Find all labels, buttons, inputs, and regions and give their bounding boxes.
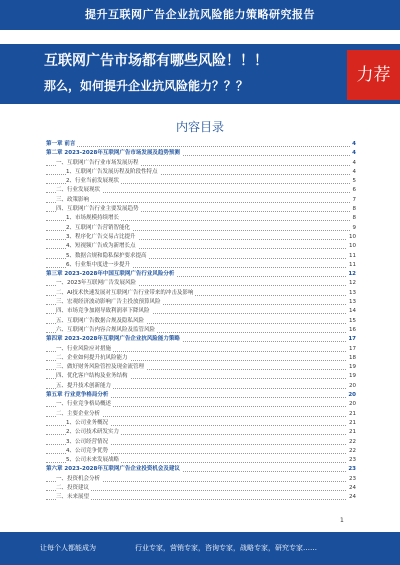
toc-entry-page: 13 [347, 298, 356, 307]
toc-entry[interactable] [46, 372, 356, 381]
toc-entry-page: 19 [347, 372, 356, 381]
toc-entry-text: 2、公司技术研发实力 [66, 429, 119, 436]
toc-entry-text: 四、市场竞争加剧导致利润率下降风险 [56, 308, 150, 315]
toc-entry-page: 21 [347, 419, 356, 428]
promo-banner [0, 44, 400, 104]
toc-entry-page: 8 [351, 205, 357, 214]
toc-entry[interactable] [46, 279, 356, 288]
toc-entry[interactable] [46, 410, 356, 419]
toc-entry[interactable] [46, 214, 356, 223]
toc-entry[interactable] [46, 177, 356, 186]
toc-entry-page: 6 [351, 186, 357, 195]
toc-entry-page: 21 [347, 428, 356, 437]
toc-entry[interactable] [46, 456, 356, 465]
toc-entry-text: 第六章 2023-2028年互联网广告企业投资机会及建议 [46, 466, 180, 473]
toc-entry-text: 五、提升技术创新能力 [56, 382, 112, 389]
recommend-badge: 力荐 [347, 50, 400, 100]
toc-entry[interactable] [46, 419, 356, 428]
footer-tagline: 让每个人都能成为 [40, 544, 96, 552]
toc-entry[interactable] [46, 317, 356, 326]
toc-entry-page: 4 [350, 140, 356, 149]
toc-entry-text: 一、互联网广告行业市场发展历程 [56, 159, 139, 166]
toc-entry[interactable] [46, 196, 356, 205]
toc-entry-text: 四、优化客户结构及业务结构 [56, 373, 128, 380]
toc-entry-page: 20 [347, 382, 356, 391]
top-title-bar [0, 0, 400, 30]
toc-entry[interactable] [46, 345, 356, 354]
toc-entry-text: 第二章 2023-2028年互联网广告市场发展及趋势预测 [46, 150, 180, 157]
toc-entry-page: 23 [347, 456, 356, 465]
toc-heading: 内容目录 [175, 120, 224, 134]
toc-entry-page: 10 [347, 233, 356, 242]
toc-entry-text: 2、行业当前发展现状 [66, 178, 119, 185]
toc-entry-text: 六、互联网广告内容合规风险及监管风险 [56, 326, 156, 333]
toc-entry-text: 四、互联网广告行业主要发展趋势 [56, 206, 139, 213]
toc-entry-page: 22 [347, 447, 356, 456]
toc-entry-text: 1、市场规模持续增长 [66, 215, 119, 222]
leader-dots [46, 146, 356, 147]
toc-entry-text: 3、公司经营情况 [66, 438, 108, 445]
toc-entry[interactable] [46, 428, 356, 437]
toc-entry[interactable] [46, 242, 356, 251]
toc-entry[interactable] [46, 382, 356, 391]
toc-entry[interactable] [46, 484, 356, 493]
toc-entry-text: 一、2023年互联网广告发展风险 [56, 280, 136, 287]
toc-entry[interactable] [46, 465, 356, 474]
toc-entry-page: 7 [351, 196, 357, 205]
toc-entry-text: 4、短视频广告成为新增长点 [66, 243, 136, 250]
toc-entry-text: 第四章 2023-2028年互联网广告企业抗风险能力策略 [46, 336, 180, 343]
toc-entry-page: 24 [347, 484, 356, 493]
toc-entry-page: 21 [347, 410, 356, 419]
toc-entry-text: 1、互联网广告发展历程及阶段性特点 [66, 168, 158, 175]
footer-experts: 行业专家，营销专家，咨询专家，战略专家，研究专家…… [135, 544, 317, 552]
toc-entry[interactable] [46, 354, 356, 363]
toc-entry-text: 二、主要企业分析 [56, 410, 101, 417]
toc-entry-text: 二、AI技术快速发展对互联网广告行业带来的冲击及影响 [56, 289, 194, 296]
toc-entry[interactable] [46, 391, 356, 400]
toc-entry-text: 一、行业风险应对措施 [56, 345, 112, 352]
toc-entry[interactable] [46, 363, 356, 372]
toc-entry[interactable] [46, 205, 356, 214]
toc-entry[interactable] [46, 307, 356, 316]
toc-entry-page: 12 [346, 270, 356, 279]
banner-line-2: 那么，如何提升企业抗风险能力？？？ [44, 79, 249, 93]
toc-entry-page: 23 [346, 465, 356, 474]
leader-dots [46, 499, 356, 500]
toc-entry[interactable] [46, 252, 356, 261]
leader-dots [46, 490, 356, 491]
toc-entry-page: 18 [347, 354, 356, 363]
toc-entry-text: 第五章 行业竞争格局分析 [46, 392, 109, 399]
toc-entry-text: 一、行业竞争格局概述 [56, 401, 112, 408]
toc-entry[interactable] [46, 438, 356, 447]
toc-entry-text: 第三章 2023-2028年中国互联网广告行业风险分析 [46, 271, 175, 278]
toc-entry-text: 第一章 前言 [46, 141, 76, 147]
toc-entry-text: 2、互联网广告营销智能化 [66, 224, 131, 231]
toc-entry[interactable] [46, 186, 356, 195]
toc-entry-page: 23 [347, 475, 356, 484]
toc-entry[interactable] [46, 149, 356, 158]
toc-entry-text: 3、程序化广告交易占比提升 [66, 233, 136, 240]
toc-entry-text: 三、宏观经济波动影响广告主投放预算风险 [56, 299, 161, 306]
toc-entry-page: 9 [351, 224, 357, 233]
toc-entry[interactable] [46, 335, 356, 344]
toc-entry-text: 一、投资机会分析 [56, 475, 101, 482]
toc-entry-text: 5、数据合规和隐私保护要求提高 [66, 252, 147, 259]
toc-entry-text: 三、未来展望 [56, 494, 90, 501]
report-title: 提升互联网广告企业抗风险能力策略研究报告 [85, 8, 315, 21]
toc-entry[interactable] [46, 289, 356, 298]
page-number: 1 [340, 517, 344, 524]
toc-entry-page: 20 [346, 391, 356, 400]
leader-dots [46, 202, 356, 203]
toc-entry[interactable] [46, 233, 356, 242]
toc-entry-page: 19 [347, 363, 356, 372]
toc-entry-text: 5、公司未来发展战略 [66, 457, 119, 464]
toc-entry-text: 4、公司竞争优势 [66, 447, 108, 454]
toc-entry[interactable] [46, 475, 356, 484]
toc-entry[interactable] [46, 224, 356, 233]
toc-entry-page: 11 [347, 261, 356, 270]
toc-entry[interactable] [46, 493, 356, 502]
toc-entry[interactable] [46, 159, 356, 168]
toc-entry-text: 三、政策影响 [56, 196, 90, 203]
toc-entry-text: 五、互联网广告数据合规及隐私风险 [56, 317, 145, 324]
toc-entry-text: 1、公司业务概况 [66, 419, 108, 426]
toc-entry[interactable] [46, 261, 356, 270]
toc-entry-text: 二、行业发展现状 [56, 187, 101, 194]
toc-entry-page: 17 [347, 345, 356, 354]
toc-entry[interactable] [46, 140, 356, 149]
toc-entry[interactable] [46, 298, 356, 307]
toc-entry-page: 8 [351, 214, 357, 223]
toc-entry-page: 10 [347, 242, 356, 251]
toc-entry-page: 5 [351, 177, 357, 186]
toc-entry-text: 二、企业如何提升抗风险能力 [56, 354, 128, 361]
table-of-contents [46, 140, 356, 503]
toc-entry-page: 16 [347, 326, 356, 335]
toc-entry-text: 三、做好财务风险管控及现金流管理 [56, 364, 145, 371]
toc-entry-page: 11 [347, 252, 356, 261]
toc-entry-page: 17 [346, 335, 356, 344]
toc-entry-page: 20 [347, 400, 356, 409]
toc-entry-page: 22 [347, 438, 356, 447]
banner-line-1: 互联网广告市场都有哪些风险！！！ [44, 53, 268, 69]
toc-entry-text: 二、投资建议 [56, 484, 90, 491]
toc-entry-page: 4 [351, 168, 357, 177]
footer-bar [0, 532, 400, 565]
toc-entry-page: 15 [347, 317, 356, 326]
toc-entry-page: 12 [347, 279, 356, 288]
toc-entry[interactable] [46, 168, 356, 177]
toc-entry[interactable] [46, 400, 356, 409]
toc-entry[interactable] [46, 270, 356, 279]
toc-entry-page: 24 [347, 493, 356, 502]
toc-entry-page: 14 [347, 307, 356, 316]
toc-entry-text: 6、行业集中度进一步提升 [66, 261, 131, 268]
toc-entry-page: 4 [350, 149, 356, 158]
toc-entry-page: 4 [351, 159, 357, 168]
toc-entry-page: 13 [347, 289, 356, 298]
toc-entry[interactable] [46, 326, 356, 335]
toc-entry[interactable] [46, 447, 356, 456]
